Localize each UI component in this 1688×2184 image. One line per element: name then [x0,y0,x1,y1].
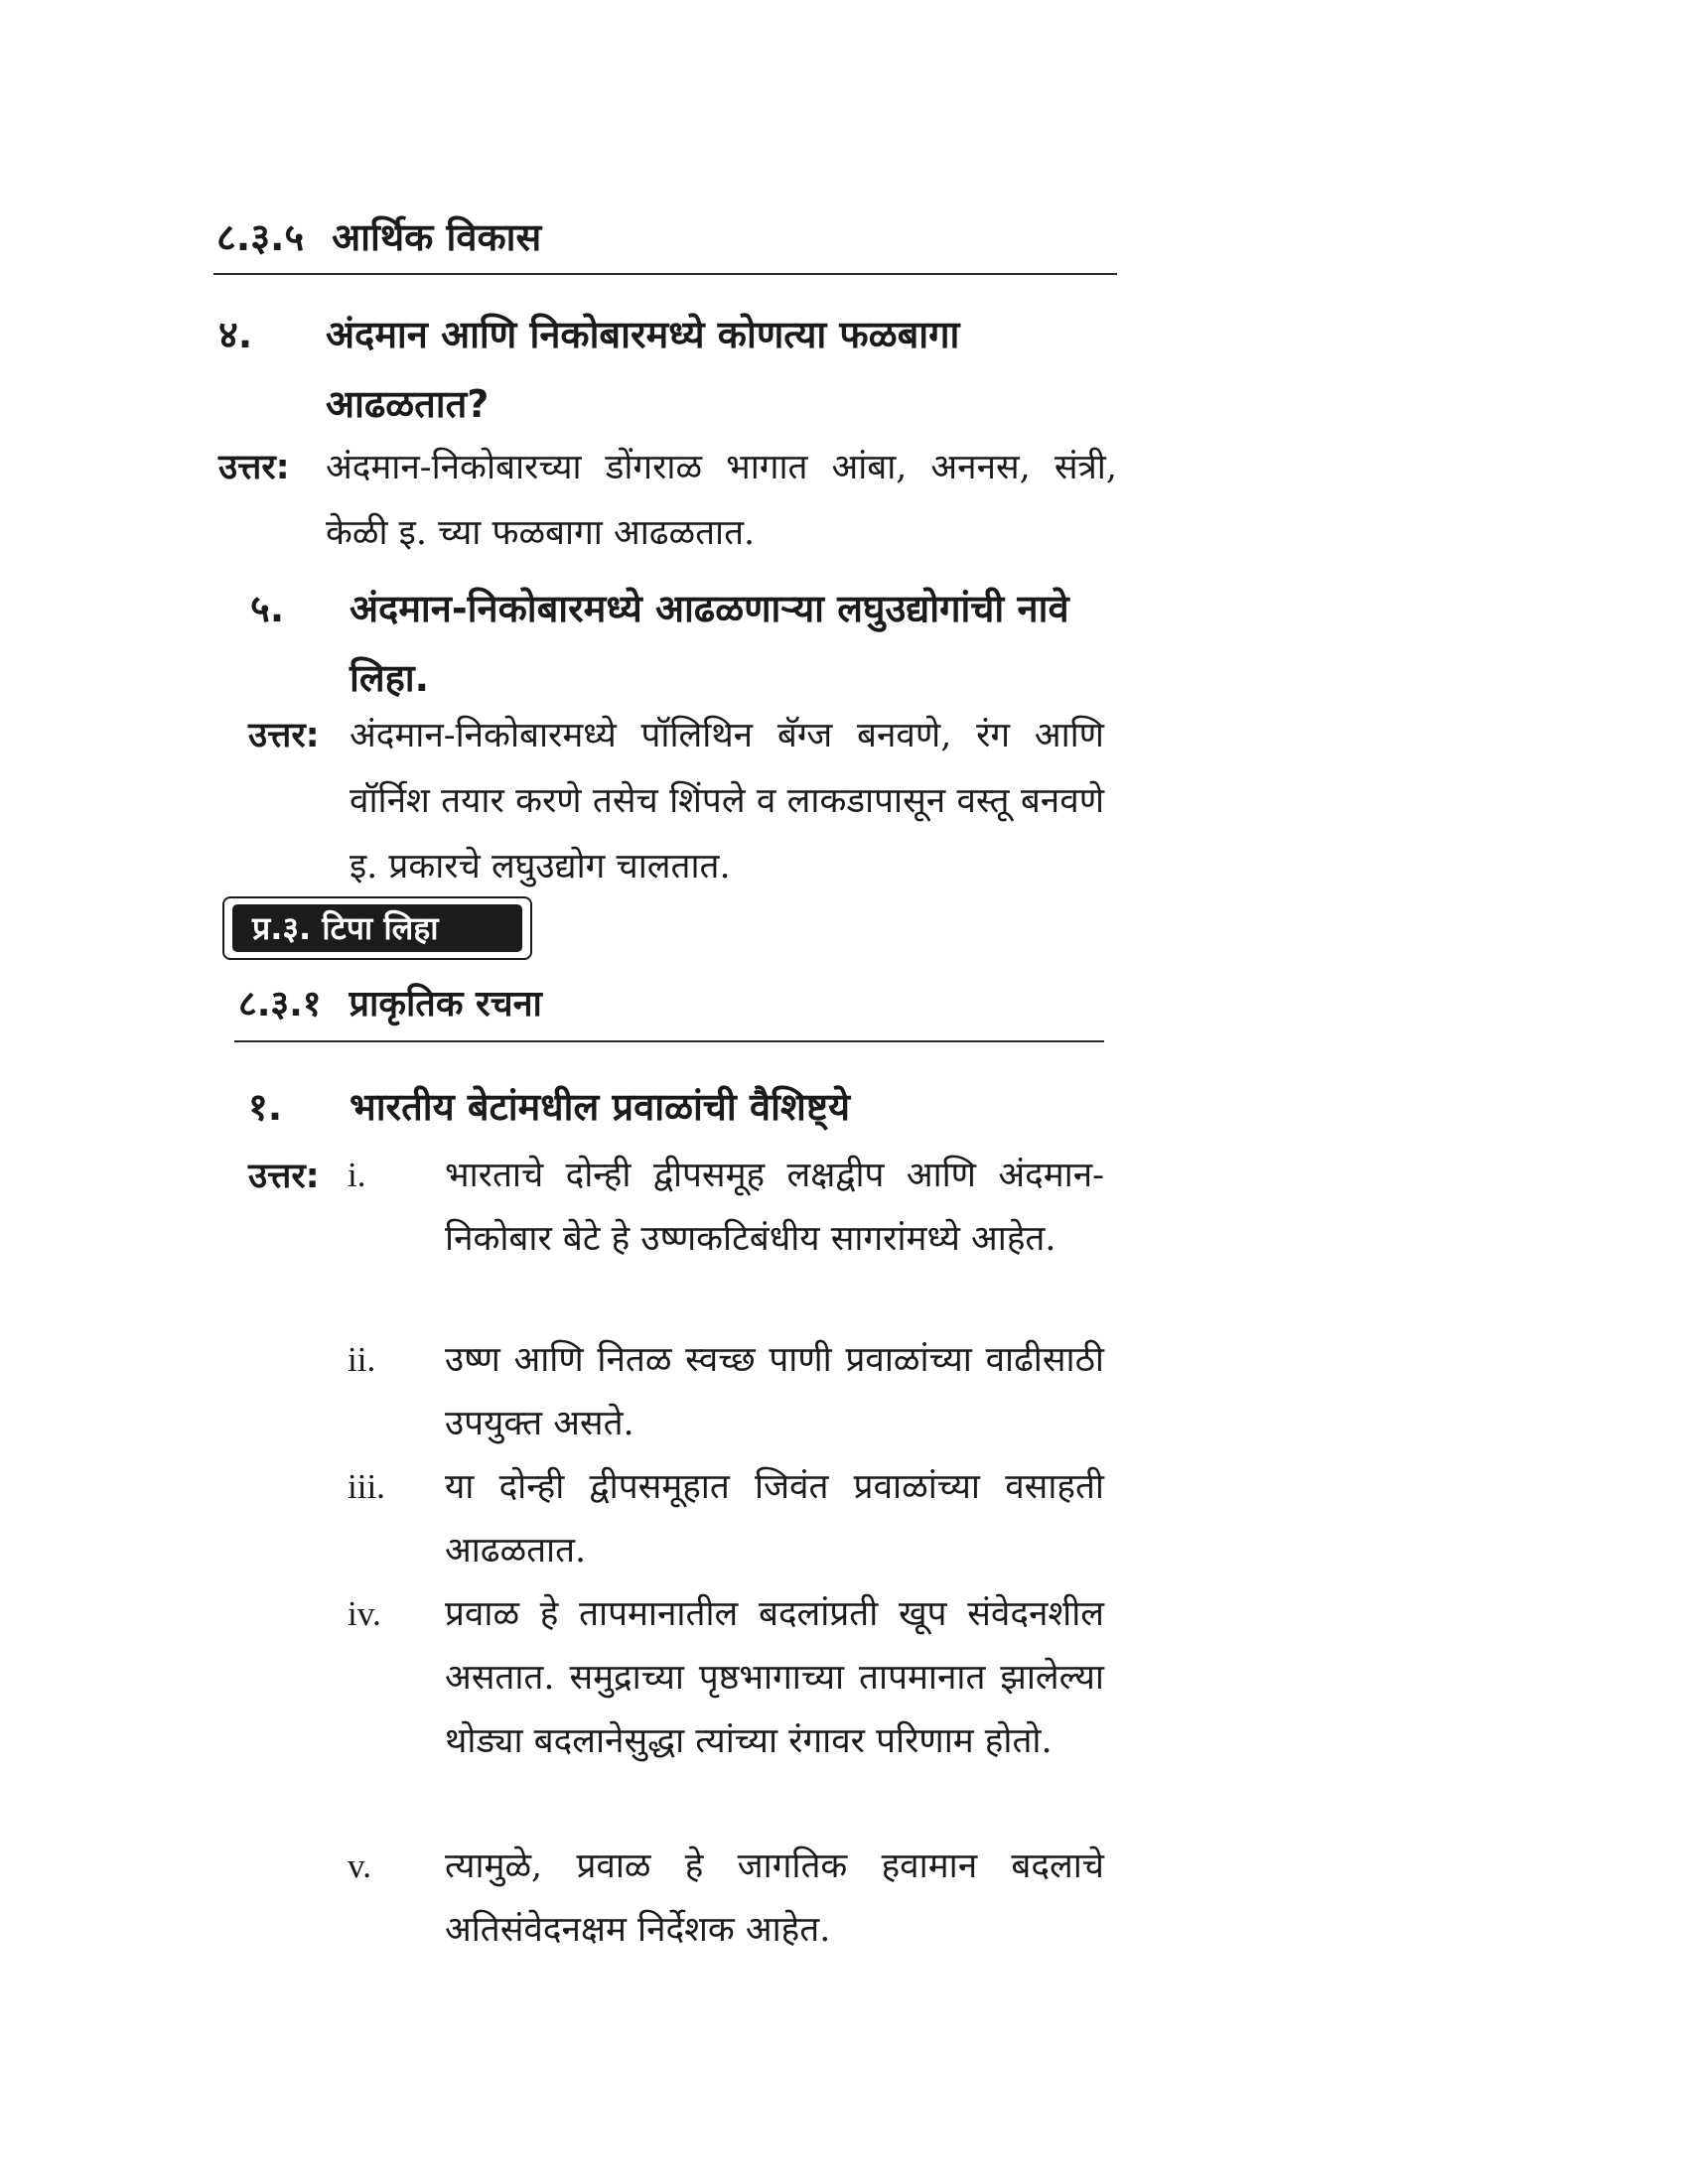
point-text: त्यामुळे, प्रवाळ हे जागतिक हवामान बदलाचे अतिसंवेदनक्षम निर्देशक आहेत. [445,1846,1104,1950]
point-text: उष्ण आणि नितळ स्वच्छ पाणी प्रवाळांच्या वाढीसाठी उपयुक्त असते. [445,1340,1104,1443]
answer-label: उत्तर: [248,1157,320,1196]
question-number: १. [248,1085,283,1129]
section-heading-physical [238,978,542,1026]
answer-text: अंदमान-निकोबारमध्ये पॉलिथिन बॅग्ज बनवणे, रंग आणि वॉर्निश तयार करणे तसेच शिंपले व लाकडापासून वस्तू बनवणे इ. प्रकारचे लघुउद्योग चालतात. [350,716,1104,887]
coral-point-2 [348,1328,1104,1455]
coral-point-5 [348,1835,1104,1962]
question-text: भारतीय बेटांमधील प्रवाळांची वैशिष्ट्ये [350,1085,851,1129]
question-text: अंदमान-निकोबारमध्ये आढळणाऱ्या लघुउद्योगांची नावे लिहा. [350,587,1069,700]
coral-point-1 [348,1144,1104,1271]
coral-point-4 [348,1582,1104,1773]
point-numeral: ii. [348,1340,376,1379]
question-4 [218,300,1117,439]
point-text: भारताचे दोन्ही द्वीपसमूह लक्षद्वीप आणि अंदमान-निकोबार बेटे हे उष्णकटिबंधीय सागरांमध्ये आहेत. [445,1156,1104,1259]
point-numeral: v. [348,1846,371,1885]
section-title: आर्थिक विकास [332,215,542,259]
coral-point-3 [348,1455,1104,1582]
question-1 [248,1072,1104,1142]
question-number: ४. [218,313,253,356]
section-title: प्राकृतिक रचना [349,984,542,1024]
point-numeral: iii. [348,1467,385,1506]
answer-4 [218,435,1117,566]
badge-label: प्र.३. टिपा लिहा [232,904,522,952]
point-numeral: iv. [348,1594,381,1633]
answer-text: अंदमान-निकोबारच्या डोंगराळ भागात आंबा, अननस, संत्री, केळी इ. च्या फळबागा आढळतात. [326,448,1117,553]
point-numeral: i. [348,1156,366,1194]
section-heading-economic [216,210,541,262]
answer-label: उत्तर: [248,716,320,755]
question-text: अंदमान आणि निकोबारमध्ये कोणत्या फळबागा आढळतात? [326,313,960,426]
exercise-badge [222,896,532,960]
question-5 [250,574,1104,713]
answer-label: उत्तर: [218,448,290,487]
section-divider [234,1040,1104,1042]
point-text: या दोन्ही द्वीपसमूहात जिवंत प्रवाळांच्या वसाहती आढळतात. [445,1467,1104,1570]
question-number: ५. [250,587,285,630]
answer-5 [248,703,1104,899]
section-divider [213,273,1117,275]
section-number: ८.३.१ [238,984,322,1024]
point-text: प्रवाळ हे तापमानातील बदलांप्रती खूप संवेदनशील असतात. समुद्राच्या पृष्ठभागाच्या तापमानात झालेल्या थोड्या बदलानेसुद्धा त्यांच्या रंगावर परिणाम होतो. [445,1594,1104,1761]
section-number: ८.३.५ [216,215,305,259]
